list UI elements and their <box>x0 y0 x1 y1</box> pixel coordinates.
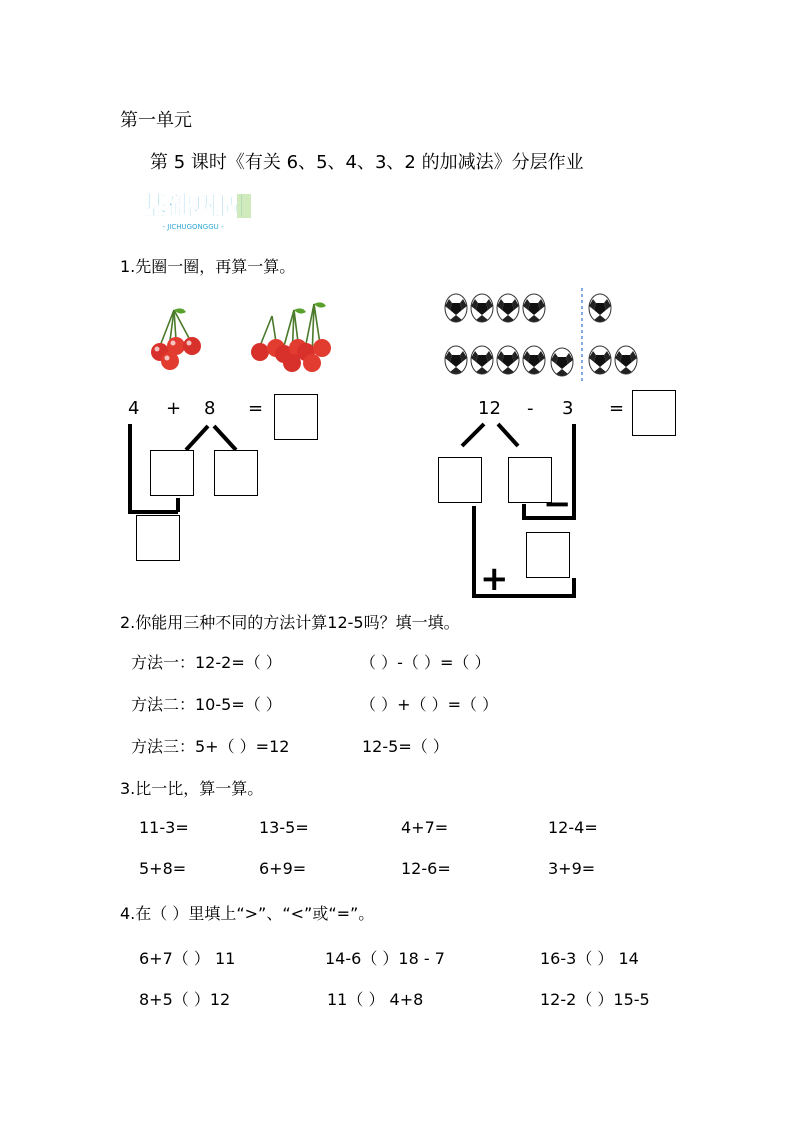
q4-item: 12-2（ ）15-5 <box>540 990 650 1009</box>
svg-text:基础巩固: 基础巩固 <box>140 192 246 222</box>
eq-right-a: 12 <box>478 398 501 419</box>
q2-row-1-right: （ ）-（ ）=（ ） <box>360 653 491 672</box>
q2-row-2-right: （ ）+（ ）=（ ） <box>360 695 499 714</box>
q4-item: 8+5（ ）12 <box>139 990 231 1009</box>
q3-item: 5+8= <box>139 859 187 878</box>
right-decompose-lines <box>440 420 600 600</box>
lesson-title: 第 5 课时《有关 6、5、4、3、2 的加减法》分层作业 <box>150 152 584 173</box>
split-box-left-1[interactable] <box>150 450 194 496</box>
eq-left-a: 4 <box>128 398 140 419</box>
eq-left-b: 8 <box>204 398 216 419</box>
answer-box-right[interactable] <box>632 390 676 436</box>
q3-item: 13-5= <box>259 818 309 837</box>
question-2-title: 2.你能用三种不同的方法计算12-5吗？填一填。 <box>120 613 460 632</box>
eq-right-op: - <box>527 398 534 419</box>
q3-item: 11-3= <box>139 818 189 837</box>
q4-item: 6+7（ ） 11 <box>139 949 236 968</box>
q3-item: 3+9= <box>548 859 596 878</box>
question-4-title: 4.在（ ）里填上“>”、“<”或“=”。 <box>120 904 375 923</box>
split-box-right-1[interactable] <box>438 457 482 503</box>
question-3-title: 3.比一比，算一算。 <box>120 779 264 798</box>
eq-left-eq: = <box>248 398 264 419</box>
minus-sign: − <box>543 484 572 524</box>
q2-row-3-right: 12-5=（ ） <box>362 737 449 756</box>
logo-graphic <box>131 188 257 232</box>
result-box-left[interactable] <box>136 515 180 561</box>
q3-item: 4+7= <box>401 818 449 837</box>
q4-item: 11（ ） 4+8 <box>327 990 424 1009</box>
q4-item: 16-3（ ） 14 <box>540 949 639 968</box>
q2-row-2-left: 方法二：10-5=（ ） <box>131 695 282 714</box>
eq-right-eq: = <box>609 398 625 419</box>
q2-row-3-left: 方法三：5+（ ）=12 <box>131 737 290 756</box>
eq-right-b: 3 <box>562 398 574 419</box>
q2-row-1-left: 方法一：12-2=（ ） <box>131 653 282 672</box>
svg-text:- JICHUGONGGU -: - JICHUGONGGU - <box>162 223 224 231</box>
plus-sign: + <box>480 559 509 599</box>
q3-item: 12-6= <box>401 859 451 878</box>
split-box-left-2[interactable] <box>214 450 258 496</box>
unit-title: 第一单元 <box>120 110 192 131</box>
q3-item: 6+9= <box>259 859 307 878</box>
q4-item: 14-6（ ）18 - 7 <box>325 949 445 968</box>
cherries-8-icon <box>248 300 336 376</box>
soccer-balls-icon <box>440 288 640 388</box>
answer-box-left[interactable] <box>274 394 318 440</box>
q3-item: 12-4= <box>548 818 598 837</box>
cherries-4-icon <box>146 306 212 372</box>
eq-left-op: + <box>166 398 182 419</box>
result-box-right[interactable] <box>526 532 570 578</box>
question-1-title: 1.先圈一圈，再算一算。 <box>120 257 296 276</box>
section-logo <box>131 188 257 232</box>
